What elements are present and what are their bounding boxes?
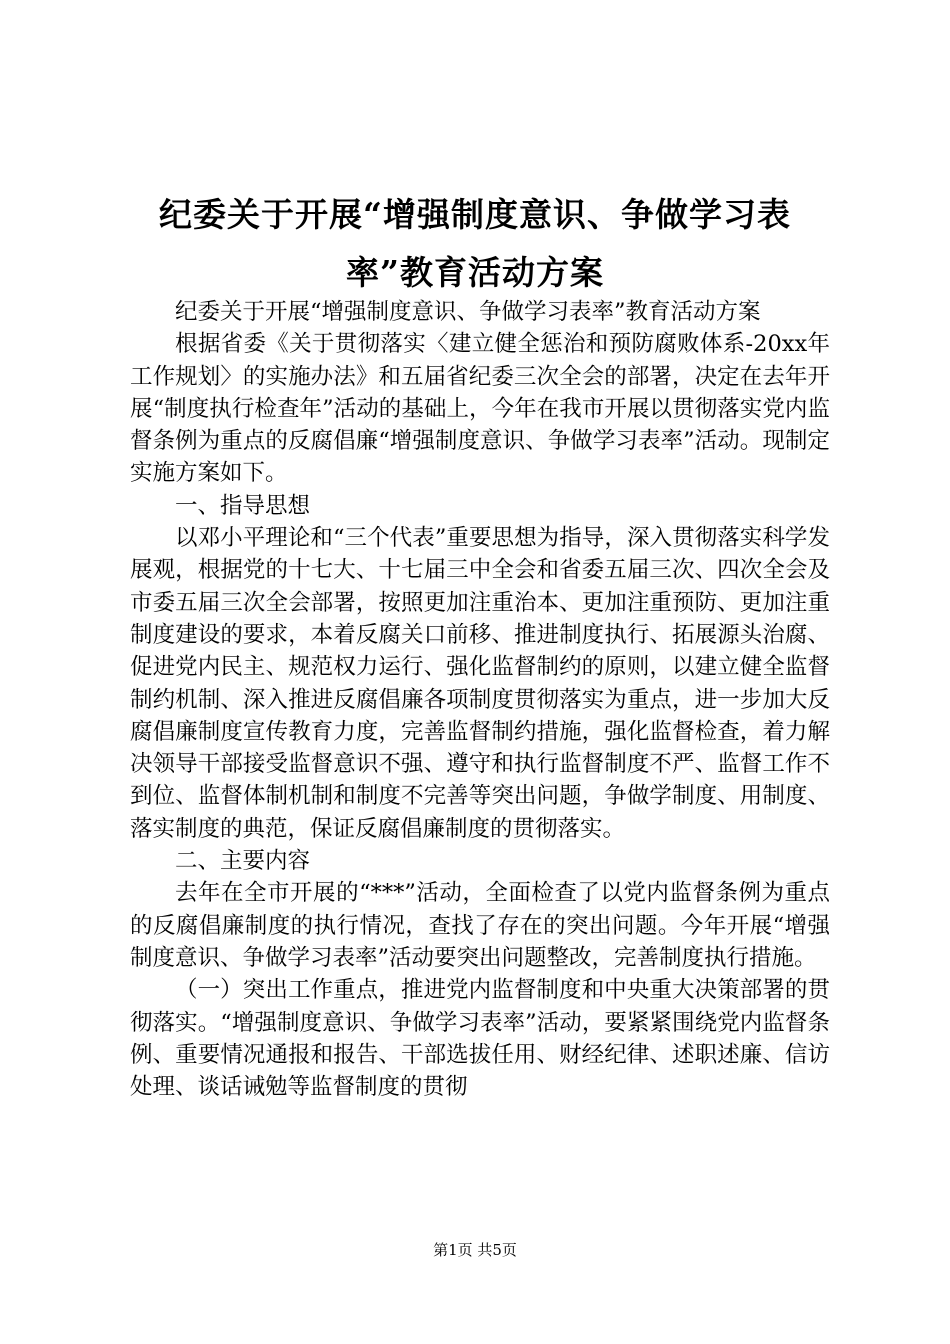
paragraph-main-content: 去年在全市开展的“***”活动，全面检查了以党内监督条例为重点的反腐倡廉制度的执行情况，查找了存在的突出问题。今年开展“增强制度意识、争做学习表率”活动要突出问题整改，完善制度执行措施。	[130, 880, 830, 971]
section-heading-guiding-thought: 一、指导思想	[175, 492, 311, 519]
document-title	[110, 186, 840, 302]
section-heading-main-content: 二、主要内容	[175, 848, 311, 875]
paragraph-subsection-1: （一）突出工作重点，推进党内监督制度和中央重大决策部署的贯彻落实。“增强制度意识、争做学习表率”活动，要紧紧围绕党内监督条例、重要情况通报和报告、干部选拔任用、财经纪律、述职述廉、信访处理、谈话诫勉等监督制度的贯彻	[130, 977, 830, 1101]
title-line-2: 率”教育活动方案	[346, 253, 604, 292]
paragraph-guiding-thought: 以邓小平理论和“三个代表”重要思想为指导，深入贯彻落实科学发展观，根据党的十七大、十七届三中全会和省委五届三次、四次全会及市委五届三次全会部署，按照更加注重治本、更加注重预防、更加注重制度建设的要求，本着反腐关口前移、推进制度执行、拓展源头治腐、促进党内民主、规范权力运行、强化监督制约的原则，以建立健全监督制约机制、深入推进反腐倡廉各项制度贯彻落实为重点，进一步加大反腐倡廉制度宣传教育力度，完善监督制约措施，强化监督检查，着力解决领导干部接受监督意识不强、遵守和执行监督制度不严、监督工作不到位、监督体制机制和制度不完善等突出问题，争做学制度、用制度、落实制度的典范，保证反腐倡廉制度的贯彻落实。	[130, 525, 830, 842]
paragraph-heading-repeat: 纪委关于开展“增强制度意识、争做学习表率”教育活动方案	[175, 299, 761, 325]
document-body	[130, 296, 830, 1103]
paragraph-intro: 根据省委《关于贯彻落实〈建立健全惩治和预防腐败体系-20xx年工作规划〉的实施办法》和五届省纪委三次全会的部署，决定在去年开展“制度执行检查年”活动的基础上，今年在我市开展以贯彻落实党内监督条例为重点的反腐倡廉“增强制度意识、争做学习表率”活动。现制定实施方案如下。	[130, 331, 830, 487]
title-line-1: 纪委关于开展“增强制度意识、争做学习表	[159, 195, 791, 234]
page-number-footer: 第1页 共5页	[433, 1241, 517, 1259]
